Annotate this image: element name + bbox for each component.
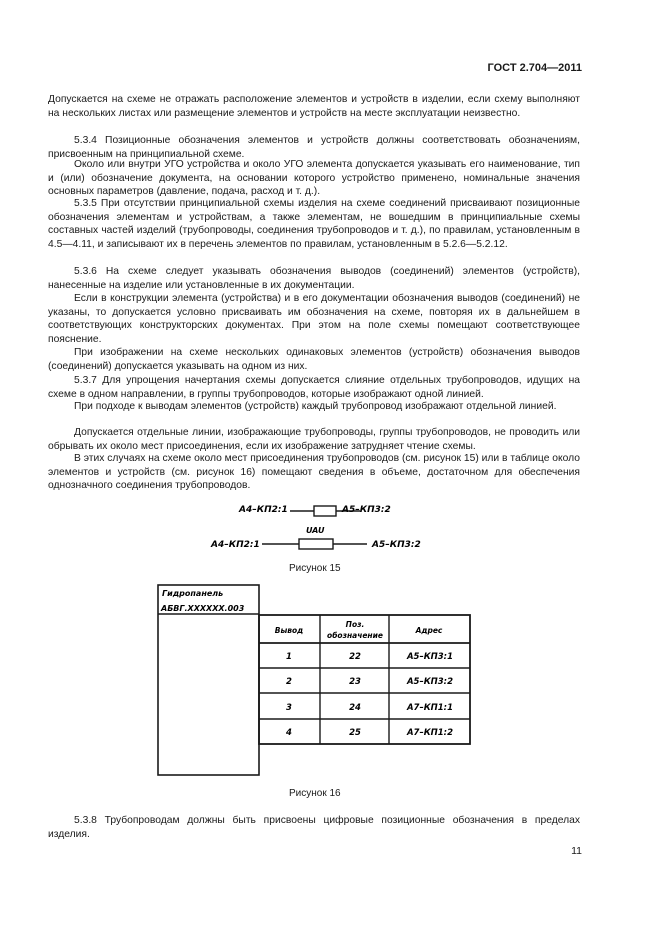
- document-code: ГОСТ 2.704—2011: [487, 62, 582, 74]
- paragraph-3: Около или внутри УГО устройства и около УГО элемента допускается указывать его наименование, тип и (или) обозначение документа, на основании которого устройство применено, номинальные значения основных параметров (давление, подача, расход и т. д.).: [48, 159, 580, 198]
- paragraph-5-3-6: 5.3.6 На схеме следует указывать обозначения выводов (соединений) элементов (устройств), нанесенные на изделие или установленные в их документации.: [48, 266, 580, 291]
- connector-top: [314, 506, 336, 516]
- table-cell-pin-1: 1: [286, 652, 292, 662]
- table-cell-pin-4: 4: [286, 728, 292, 738]
- fig15-label-bottom-left: А4–КП2:1: [211, 540, 260, 550]
- table-cell-address-3: А7–КП1:1: [406, 703, 454, 713]
- fig15-label-middle: UAU: [306, 526, 325, 535]
- paragraph-11: В этих случаях на схеме около мест присоединения трубопроводов (см. рисунок 15) или в таблице около элементов и устройств (см. рисунок 16) помещают сведения в объеме, достаточном для обеспечения однозначного соединения трубопроводов.: [48, 453, 580, 492]
- table-header-oboznachenie: обозначение: [327, 631, 383, 640]
- table-cell-pin-2: 2: [286, 677, 292, 687]
- paragraph-10: Допускается отдельные линии, изображающие трубопроводы, группы трубопроводов, не проводить или обрывать их около мест присоединения, если их изображение затрудняет чтение схемы.: [48, 427, 580, 452]
- fig15-label-bottom-right: А5–КП3:2: [372, 540, 421, 550]
- paragraph-1: Допускается на схеме не отражать расположение элементов и устройств в изделии, если схему выполняют на нескольких листах или размещение элементов и устройств на месте эксплуатации неизвестно.: [48, 94, 580, 119]
- table-header-poz: Поз.: [345, 620, 365, 629]
- table-header-vyvod: Вывод: [274, 626, 304, 635]
- panel-code: АБВГ.XXXXXX.003: [161, 604, 245, 613]
- paragraph-5-3-8: 5.3.8 Трубопроводам должны быть присвоены цифровые позиционные обозначения в пределах изделия.: [48, 815, 580, 840]
- fig15-label-top-left: А4–КП2:1: [239, 505, 288, 515]
- page-number: 11: [571, 845, 582, 857]
- table-cell-pos-1: 22: [349, 652, 361, 662]
- panel-title: Гидропанель: [162, 589, 224, 598]
- paragraph-6: Если в конструкции элемента (устройства) и в его документации обозначения выводов (соединений) не указаны, то допускается условно присваивать им обозначения на схеме, повторяя их в дальнейшем в соответствующих конструкторских документах. При этом на поле схемы помещают соответствующее пояснение.: [48, 293, 580, 345]
- table-cell-address-2: А5–КП3:2: [406, 677, 454, 687]
- table-cell-pos-2: 23: [349, 677, 361, 687]
- paragraph-5-3-5: 5.3.5 При отсутствии принципиальной схемы изделия на схеме соединений присваивают позиционные обозначения элементам и устройствам, а также элементам, не вошедшим в принципиальные схемы составных частей изделий (трубопроводы, соединения трубопроводов и т. д.), по правилам, установленным в 4.5—4.11, и записывают их в перечень элементов по правилам, установленным в 5.2.6—5.2.12.: [48, 198, 580, 250]
- connector-bottom: [299, 539, 333, 549]
- table-cell-address-1: А5–КП3:1: [406, 652, 454, 662]
- table-cell-pos-4: 25: [349, 728, 361, 738]
- figure-16-diagram: [0, 580, 661, 780]
- figure-15-diagram: [0, 495, 661, 565]
- paragraph-5-3-7: 5.3.7 Для упрощения начертания схемы допускается слияние отдельных трубопроводов, идущих на схеме в одном направлении, в группы трубопроводов, которые изображают одной линией.: [48, 375, 580, 400]
- fig15-label-top-right: А5–КП3:2: [342, 505, 391, 515]
- table-header-adres: Адрес: [415, 626, 443, 635]
- figure-16-caption: Рисунок 16: [289, 788, 341, 799]
- figure-15-caption: Рисунок 15: [289, 563, 341, 574]
- paragraph-9: При подходе к выводам элементов (устройств) каждый трубопровод изображают отдельной линией.: [74, 401, 557, 412]
- paragraph-5-3-4: 5.3.4 Позиционные обозначения элементов и устройств должны соответствовать обозначениям, присвоенным на принципиальной схеме.: [48, 135, 580, 160]
- table-cell-pin-3: 3: [286, 703, 292, 713]
- paragraph-7: При изображении на схеме нескольких одинаковых элементов (устройств) обозначения выводов (соединений) допускается указывать на одном из них.: [48, 347, 580, 372]
- table-cell-address-4: А7–КП1:2: [406, 728, 454, 738]
- table-cell-pos-3: 24: [349, 703, 361, 713]
